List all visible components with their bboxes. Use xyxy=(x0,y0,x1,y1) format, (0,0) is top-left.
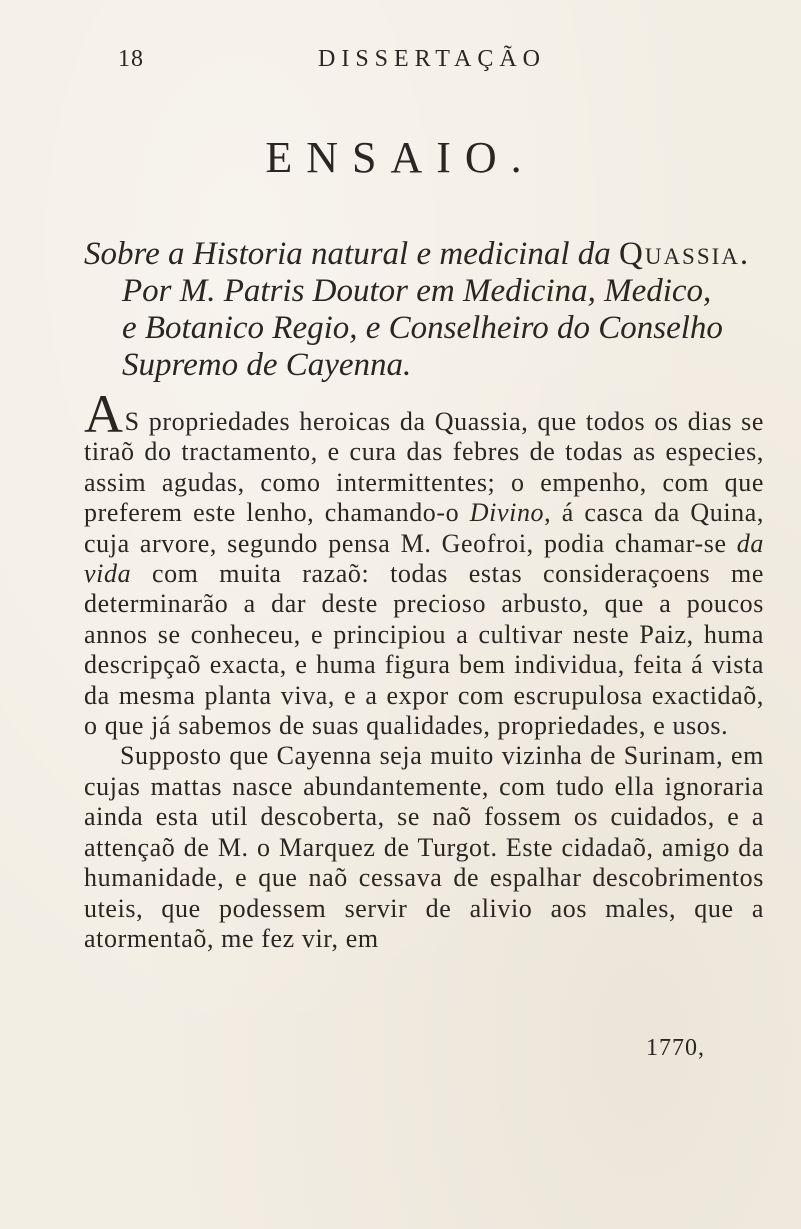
paragraph-1-part-1: S propriedades heroicas da Quassia, que todos os dias se tiraõ do tractamento, e cura das febres de todas as especies, assim agudas, como intermittentes; o empenho, com que preferem este lenho, chamando-o xyxy=(84,407,764,528)
running-title: DISSERTAÇÃO xyxy=(318,46,546,72)
subtitle-line-1-text: Sobre a Historia natural e medicinal da xyxy=(84,236,611,272)
page-number: 18 xyxy=(118,46,144,72)
paragraph-2: Supposto que Cayenna seja muito vizinha de Surinam, em cujas mattas nasce abundantemente, com tudo ella ignoraria ainda esta util descoberta, se naõ fossem os cuidados, e a attençaõ de M. o Marquez de Turgot. Este cidadaõ, amigo da humanidade, e que naõ cessava de espalhar descobrimentos uteis, que podessem servir de alivio aos males, que a atormentaõ, me fez vir, em xyxy=(84,741,764,953)
catchword: 1770, xyxy=(646,1035,705,1061)
subtitle-line-4: Supremo de Cayenna. xyxy=(122,347,412,383)
running-head xyxy=(118,46,738,86)
emphasis-da-vida: da vida xyxy=(84,528,764,589)
drop-cap: A xyxy=(84,384,124,444)
section-title: ENSAIO. xyxy=(265,133,536,182)
body-text xyxy=(84,384,765,954)
subtitle-line-1 xyxy=(84,236,764,273)
subtitle-plant-name: Quassia. xyxy=(619,236,751,272)
paragraph-1-part-2: , á casca da Quina, cuja arvore, segundo pensa M. Geofroi, podia chamar-se xyxy=(84,498,765,558)
subtitle-line-2: Por M. Patris Doutor em Medicina, Medico, xyxy=(122,273,712,309)
subtitle xyxy=(84,236,764,384)
paragraph-1 xyxy=(84,384,765,741)
subtitle-line-3: e Botanico Regio, e Conselheiro do Conselho xyxy=(122,310,723,346)
paragraph-1-part-3: com muita razaõ: todas estas consideraçoens me determinarão a dar deste precioso arbusto, que a poucos annos se conheceu, e principiou a cultivar neste Paiz, huma descripçaõ exacta, e huma figura bem individua, feita á vista da mesma planta viva, e a expor com escrupulosa exactidaõ, o que já sabemos de suas qualidades, propriedades, e usos. xyxy=(84,559,764,741)
emphasis-divino: Divino xyxy=(469,498,545,528)
